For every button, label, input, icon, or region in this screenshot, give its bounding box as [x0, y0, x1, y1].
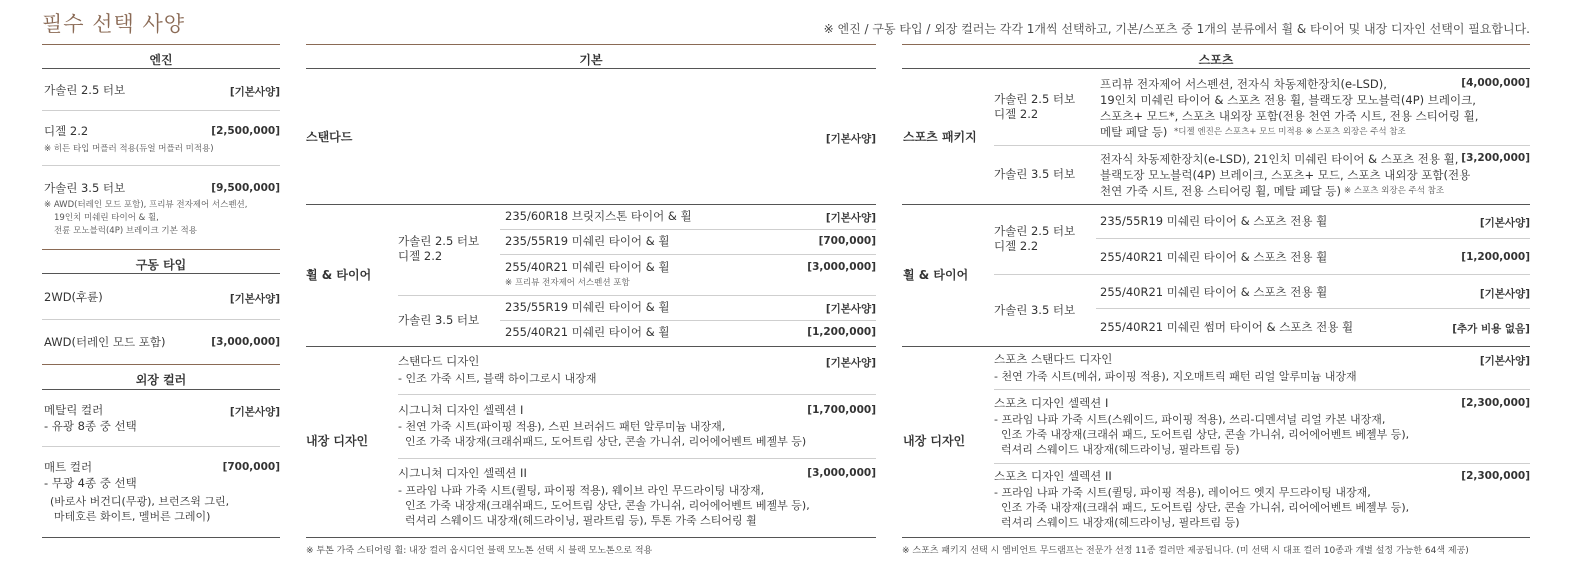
engine-diesel-name: 디젤 2.2: [44, 124, 89, 138]
sport-package-2-price: [3,200,000]: [1461, 152, 1530, 164]
color-matte-sub: - 무광 4종 중 선택: [44, 476, 137, 490]
sport-interior-label: 내장 디자인: [903, 434, 966, 448]
divider: [42, 165, 280, 166]
sport-interior-desc: - 천연 가죽 시트(메쉬, 파이핑 적용), 지오매트릭 패턴 리얼 알루미늄 내장재: [994, 370, 1357, 383]
selection-instruction-note: ※ 엔진 / 구동 타입 / 외장 컬러는 각각 1개씩 선택하고, 기본/스포츠 중 1개의 분류에서 휠 & 타이어 및 내장 디자인 선택이 필요합니다.: [823, 22, 1530, 36]
basic-wheel-name: 235/55R19 미쉐린 타이어 & 휠: [505, 300, 670, 314]
engine-gasoline-25-price: [기본사양]: [229, 86, 280, 98]
color-metallic-name: 메탈릭 컬러: [44, 403, 104, 417]
sport-wheel-price: [추가 비용 없음]: [1452, 323, 1530, 335]
drive-awd-name: AWD(터레인 모드 포함): [44, 335, 166, 349]
sport-wheel-label: 휠 & 타이어: [903, 268, 969, 282]
engine-gasoline-35-note: 전륜 모노블럭(4P) 브레이크 기본 적용: [54, 226, 197, 236]
page-title: 필수 선택 사양: [42, 12, 186, 36]
divider: [42, 389, 280, 390]
sport-interior-name: 스포츠 스탠다드 디자인: [994, 352, 1113, 366]
divider: [42, 364, 280, 365]
sport-interior-name: 스포츠 디자인 셀렉션 II: [994, 469, 1112, 483]
basic-wheel-price: [기본사양]: [825, 212, 876, 224]
divider: [994, 463, 1530, 464]
divider: [42, 249, 280, 250]
sport-wheel-group-2-5t-diesel: 가솔린 2.5 터보 디젤 2.2: [994, 224, 1076, 253]
basic-interior-name: 스탠다드 디자인: [398, 354, 480, 368]
basic-interior-desc: - 프라임 나파 가죽 시트(퀼팅, 파이핑 적용), 웨이브 라인 무드라이팅 내장재, 인조 가죽 내장재(크래쉬패드, 도어트림 상단, 콘솔 가니쉬, 리어에어벤트 베젤부 등), 럭셔리 스웨이드 내장재(헤드라이닝, 필라트림 등), 투톤 가죽 스티어링 휠: [398, 484, 810, 527]
divider: [42, 446, 280, 447]
divider: [1096, 308, 1530, 309]
basic-interior-price: [3,000,000]: [807, 467, 876, 479]
divider: [306, 44, 876, 45]
divider: [306, 204, 876, 205]
divider: [306, 537, 876, 538]
sport-footnote: ※ 스포츠 패키지 선택 시 엠비언트 무드램프는 전문가 선정 11종 컬러만 제공됩니다. (미 선택 시 대표 컬러 10종과 개별 설정 가능한 64색 제공): [902, 546, 1469, 556]
sport-wheel-price: [기본사양]: [1479, 288, 1530, 300]
basic-wheel-label: 휠 & 타이어: [306, 268, 372, 282]
sport-wheel-name: 235/55R19 미쉐린 타이어 & 스포츠 전용 휠: [1100, 214, 1328, 228]
divider: [902, 346, 1530, 347]
basic-interior-label: 내장 디자인: [306, 434, 369, 448]
sport-wheel-name: 255/40R21 미쉐린 타이어 & 스포츠 전용 휠: [1100, 285, 1328, 299]
engine-gasoline-25-name: 가솔린 2.5 터보: [44, 83, 126, 97]
basic-wheel-note: ※ 프리뷰 전자제어 서스펜션 포함: [505, 278, 630, 288]
divider: [398, 458, 876, 459]
basic-wheel-name: 255/40R21 미쉐린 타이어 & 휠: [505, 260, 670, 274]
engine-header: 엔진: [149, 53, 173, 67]
basic-interior-price: [1,700,000]: [807, 404, 876, 416]
sport-package-2-desc: 전자식 차동제한장치(e-LSD), 21인치 미쉐린 타이어 & 스포츠 전용 휠, 블랙도장 모노블럭(4P) 브레이크, 스포츠+ 모드, 스포츠 내외장 포함(전용 천연 가죽 시트, 전용 스티어링 휠, 메탈 페달 등): [1100, 152, 1471, 198]
sport-interior-desc: - 프라임 나파 가죽 시트(퀼팅, 파이핑 적용), 레이어드 엣지 무드라이팅 내장재, 인조 가죽 내장재(크래쉬 패드, 도어트림 상단, 콘솔 가니쉬, 리어에어벤트 베젤부 등), 럭셔리 스웨이드 내장재(헤드라이닝, 필라트림 등): [994, 486, 1410, 529]
sport-package-1-note: *디젤 엔진은 스포츠+ 모드 미적용 ※ 스포츠 외장은 주석 참조: [1174, 127, 1406, 137]
engine-gasoline-35-note: ※ AWD(터레인 모드 포함), 프리뷰 전자제어 서스펜션,: [44, 200, 248, 210]
divider: [42, 537, 280, 538]
basic-standard-price: [기본사양]: [825, 133, 876, 145]
sport-package-1-price: [4,000,000]: [1461, 77, 1530, 89]
divider: [902, 204, 1530, 205]
divider: [398, 295, 876, 296]
sport-interior-price: [2,300,000]: [1461, 470, 1530, 482]
color-metallic-sub: - 유광 8종 중 선택: [44, 419, 137, 433]
divider: [42, 273, 280, 274]
color-metallic-price: [기본사양]: [229, 406, 280, 418]
basic-footnote: ※ 투톤 가죽 스티어링 휠: 내장 컬러 옵시디언 블랙 모노톤 선택 시 블랙 모노톤으로 적용: [306, 546, 653, 556]
basic-wheel-group-2-5t-diesel: 가솔린 2.5 터보 디젤 2.2: [398, 234, 480, 263]
basic-wheel-name: 235/55R19 미쉐린 타이어 & 휠: [505, 234, 670, 248]
sport-package-1-desc: 프리뷰 전자제어 서스펜션, 전자식 차동제한장치(e-LSD), 19인치 미쉐린 타이어 & 스포츠 전용 휠, 블랙도장 모노블럭(4P) 브레이크, 스포츠+ 모드*, 스포츠 내외장 포함(전용 천연 가죽 시트, 전용 스티어링 휠, 메탈 페달 등): [1100, 77, 1479, 139]
sport-package-group-2-5t-diesel: 가솔린 2.5 터보 디젤 2.2: [994, 92, 1076, 121]
sport-package-group-3-5t: 가솔린 3.5 터보: [994, 167, 1076, 181]
basic-wheel-price: [3,000,000]: [807, 261, 876, 273]
divider: [306, 346, 876, 347]
divider: [500, 229, 876, 230]
divider: [500, 254, 876, 255]
sport-wheel-group-3-5t: 가솔린 3.5 터보: [994, 303, 1076, 317]
basic-wheel-group-3-5t: 가솔린 3.5 터보: [398, 313, 480, 327]
sport-wheel-name: 255/40R21 미쉐린 타이어 & 스포츠 전용 휠: [1100, 250, 1328, 264]
divider: [994, 274, 1530, 275]
sport-wheel-price: [1,200,000]: [1461, 251, 1530, 263]
basic-interior-desc: - 천연 가죽 시트(파이핑 적용), 스핀 브러쉬드 패턴 알루미늄 내장재, 인조 가죽 내장재(크래쉬패드, 도어트림 상단, 콘솔 가니쉬, 리어에어벤트 베젤부 등): [398, 420, 807, 448]
color-matte-price: [700,000]: [222, 461, 280, 473]
engine-gasoline-35-note: 19인치 미쉐린 타이어 & 휠,: [54, 213, 159, 223]
divider: [42, 44, 280, 45]
sport-header: 스포츠: [1198, 53, 1234, 67]
color-matte-list: (바로사 버건디(무광), 브런즈윅 그린,: [50, 495, 230, 508]
divider: [902, 44, 1530, 45]
engine-gasoline-35-name: 가솔린 3.5 터보: [44, 181, 126, 195]
engine-diesel-price: [2,500,000]: [211, 125, 280, 137]
divider: [902, 537, 1530, 538]
engine-diesel-note: ※ 히든 타입 머플러 적용(듀얼 머플러 미적용): [44, 144, 214, 154]
sport-wheel-name: 255/40R21 미쉐린 썸머 타이어 & 스포츠 전용 휠: [1100, 320, 1354, 334]
drive-awd-price: [3,000,000]: [211, 336, 280, 348]
basic-interior-name: 시그니쳐 디자인 셀렉션 I: [398, 403, 524, 417]
sport-interior-desc: - 프라임 나파 가죽 시트(스웨이드, 파이핑 적용), 쓰리-디멘셔널 리얼 카본 내장재, 인조 가죽 내장재(크래쉬 패드, 도어트림 상단, 콘솔 가니쉬, 리어에어벤트 베젤부 등), 럭셔리 스웨이드 내장재(헤드라이닝, 필라트림 등): [994, 413, 1410, 456]
divider: [902, 68, 1530, 69]
drive-type-header: 구동 타입: [135, 258, 187, 272]
basic-wheel-price: [700,000]: [818, 235, 876, 247]
sport-wheel-price: [기본사양]: [1479, 217, 1530, 229]
divider: [500, 320, 876, 321]
divider: [42, 319, 280, 320]
divider: [306, 68, 876, 69]
basic-wheel-price: [기본사양]: [825, 303, 876, 315]
basic-interior-desc: - 인조 가죽 시트, 블랙 하이그로시 내장재: [398, 372, 597, 385]
color-matte-list: 마테호른 화이트, 멜버른 그레이): [54, 510, 211, 523]
drive-2wd-price: [기본사양]: [229, 293, 280, 305]
basic-standard-label: 스탠다드: [306, 130, 353, 144]
divider: [994, 145, 1530, 146]
sport-interior-price: [기본사양]: [1479, 355, 1530, 367]
basic-wheel-name: 255/40R21 미쉐린 타이어 & 휠: [505, 325, 670, 339]
basic-wheel-name: 235/60R18 브릿지스톤 타이어 & 휠: [505, 209, 692, 223]
basic-header: 기본: [579, 53, 603, 67]
sport-interior-price: [2,300,000]: [1461, 397, 1530, 409]
divider: [994, 389, 1530, 390]
basic-wheel-price: [1,200,000]: [807, 326, 876, 338]
engine-gasoline-35-price: [9,500,000]: [211, 182, 280, 194]
exterior-color-header: 외장 컬러: [135, 373, 187, 387]
divider: [398, 394, 876, 395]
divider: [42, 110, 280, 111]
basic-interior-price: [기본사양]: [825, 357, 876, 369]
color-matte-name: 매트 컬러: [44, 460, 93, 474]
basic-interior-name: 시그니쳐 디자인 셀렉션 II: [398, 466, 527, 480]
sport-package-2-note: ※ 스포츠 외장은 주석 참조: [1344, 186, 1445, 196]
divider: [1096, 238, 1530, 239]
drive-2wd-name: 2WD(후륜): [44, 290, 103, 304]
sport-package-label: 스포츠 패키지: [903, 130, 977, 144]
sport-interior-name: 스포츠 디자인 셀렉션 I: [994, 396, 1109, 410]
divider: [42, 68, 280, 69]
